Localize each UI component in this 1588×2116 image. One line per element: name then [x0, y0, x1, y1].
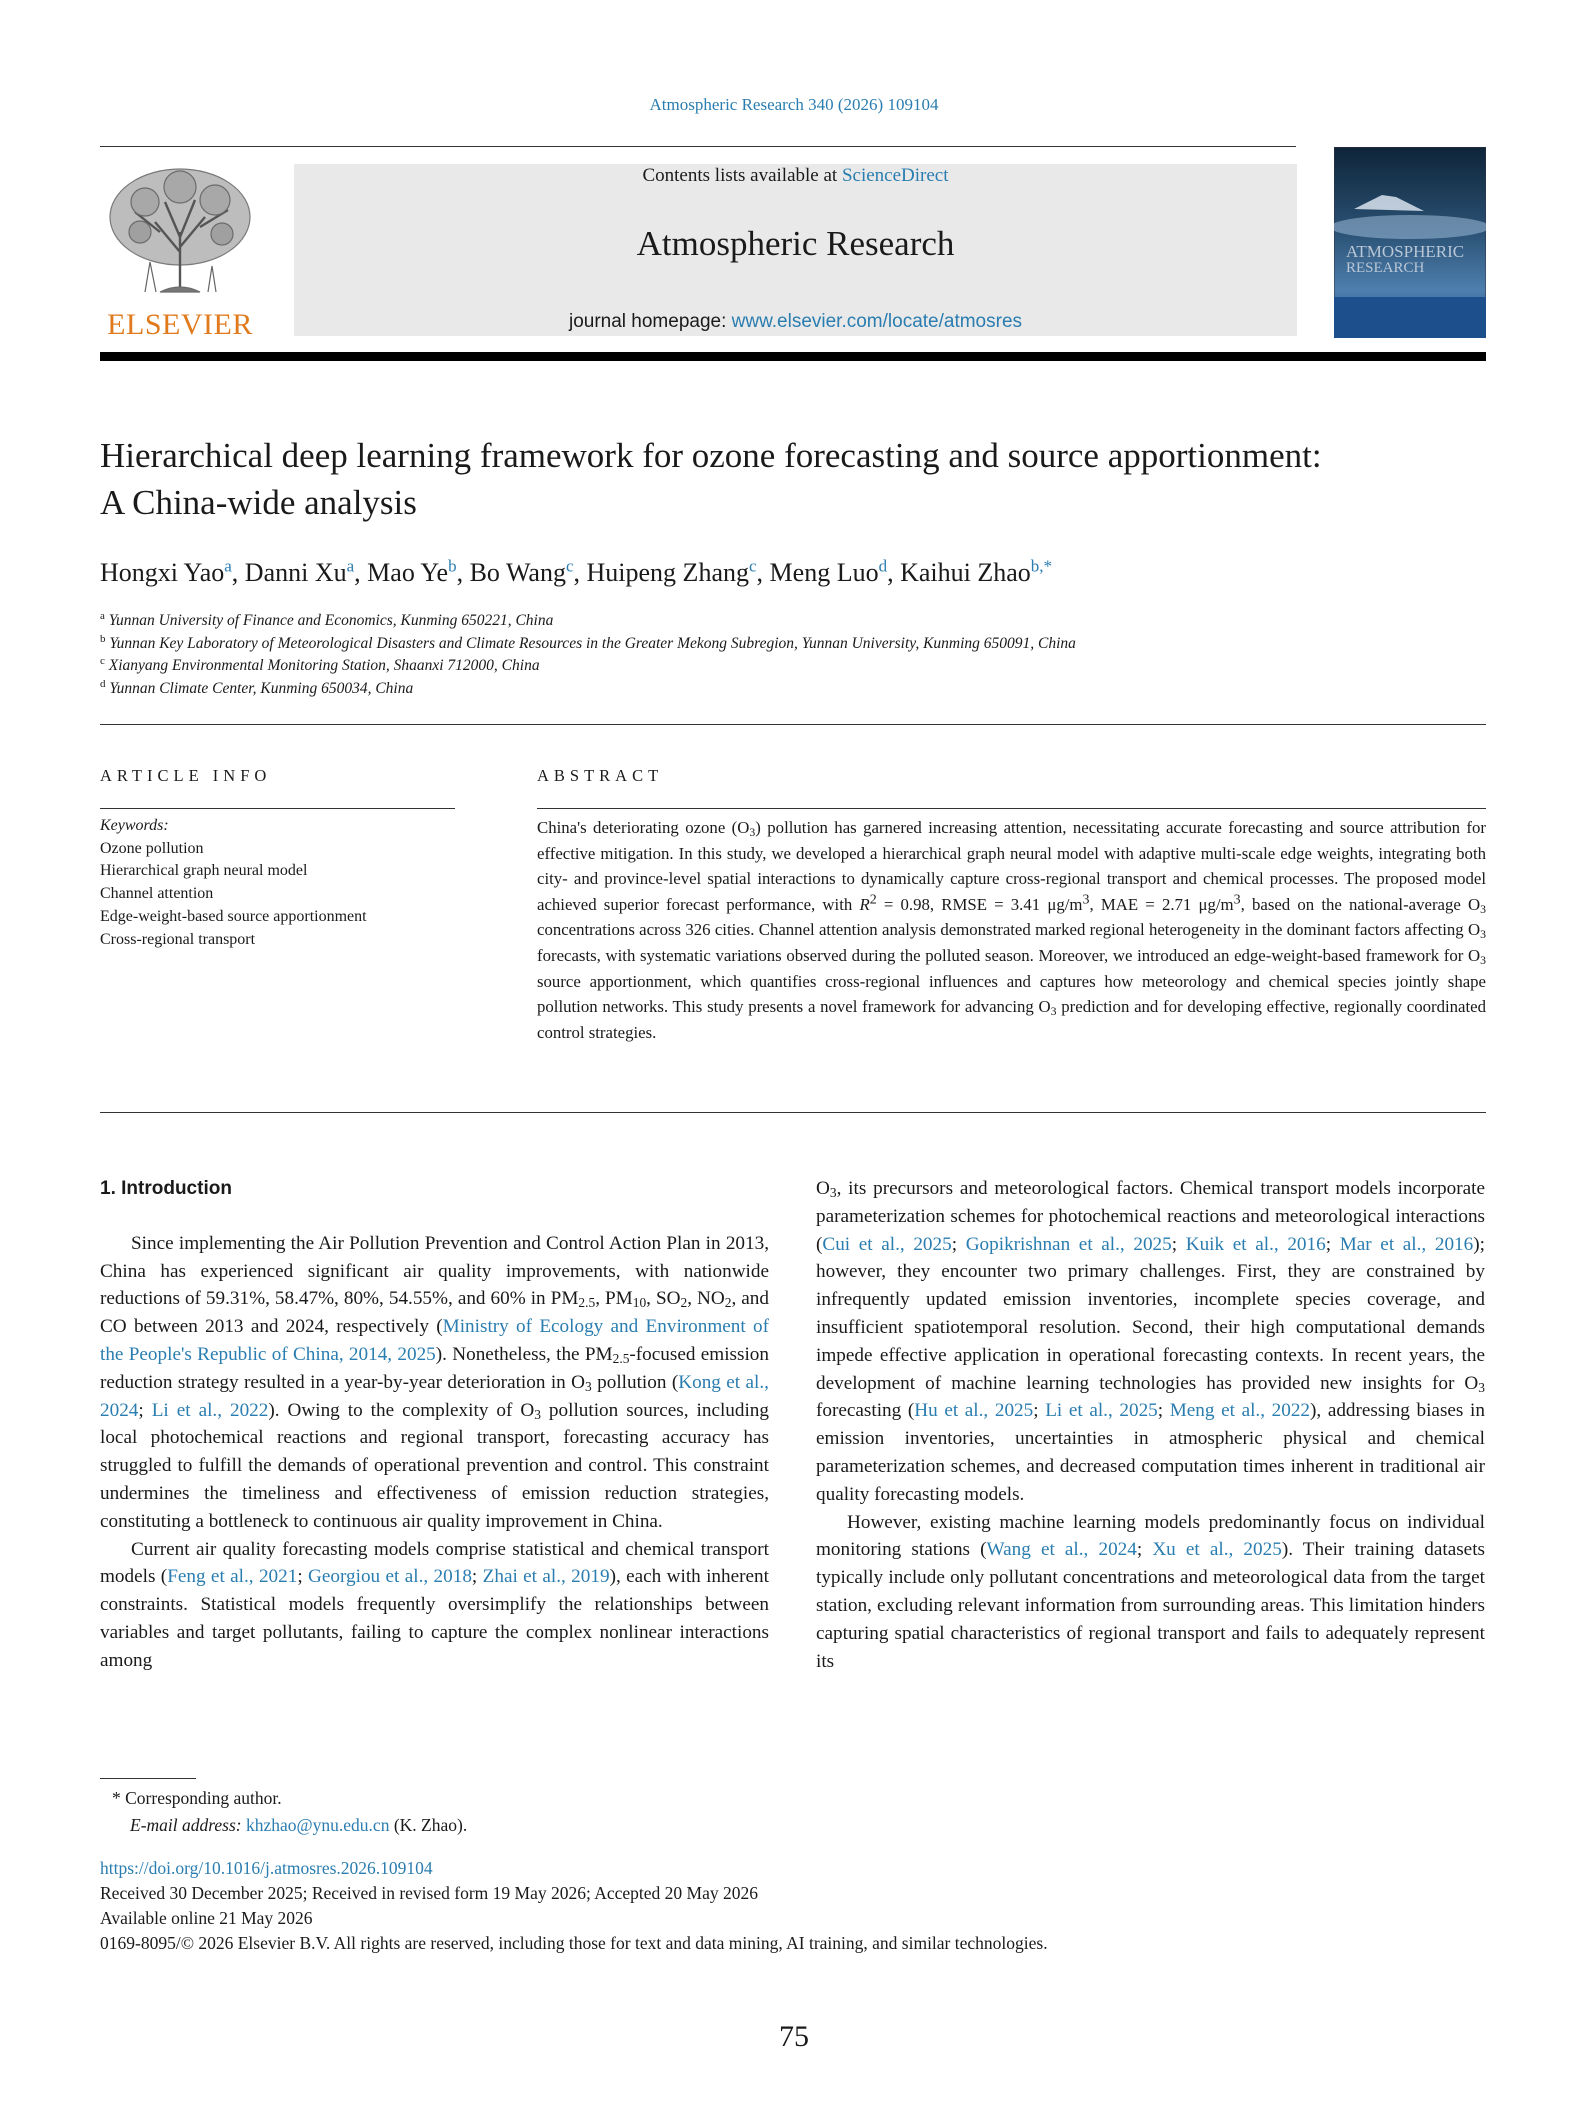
- citation-link[interactable]: Kong et al., 2024: [100, 1371, 769, 1421]
- abstract-heading: ABSTRACT: [537, 766, 664, 785]
- article-info-heading: ARTICLE INFO: [100, 766, 272, 785]
- body-paragraph: Since implementing the Air Pollution Prevention and Control Action Plan in 2013, China has experienced significant air quality improvements, with nationwide reductions of 59.31%, 58.47%, 80%, 54.55%, and 60% in $PM_{2.5}$, $PM_{10}$, $SO_2$, $NO_2$, and CO between 2013 and 2024, respectively (Ministry of Ecology and Environment of the People's Republic of China, 2014, 2025). Nonetheless, the $PM_{2.5}$-focused emission reduction strategy resulted in a year-by-year deterioration in $O_3$ pollution (Kong et al., 2024; Li et al., 2022). Owing to the complexity of $O_3$ pollution sources, including local photochemical reactions and regional transport, forecasting accuracy has struggled to fulfill the demands of operational prevention and control. This constraint undermines the timeliness and effectiveness of emission reduction strategies, constituting a bottleneck to continuous air quality improvement in China.: [100, 1232, 769, 1532]
- abstract-text: China's deteriorating ozone $(O_3)$ pollution has garnered increasing attention, necessitating accurate forecasting and source attribution for effective mitigation. In this study, we developed a hierarchical graph neural model with adaptive multi-scale edge weights, integrating both city- and province-level spatial interactions to dynamically capture cross-regional transport and chemical processes. The proposed model achieved superior forecast performance, with $R^2 = 0.98$, RMSE = 3.41 $\mu g/m^3$, MAE = 2.71 $\mu g/m^3$, based on the national-average $O_3$ concentrations across 326 cities. Channel attention analysis demonstrated marked regional heterogeneity in the dominant factors affecting $O_3$ forecasts, with systematic variations observed during the polluted season. Moreover, we introduced an edge-weight-based framework for $O_3$ source apportionment, which quantifies cross-regional influences and captures how meteorology and chemical species jointly shape pollution networks. This study presents a novel framework for advancing $O_3$ prediction and for developing effective, regionally coordinated control strategies.: [537, 818, 1487, 1042]
- affiliation-item: $^c$ Xianyang Environmental Monitoring Station, Shaanxi 712000, China: [100, 654, 540, 674]
- author-affil-ref[interactable]: d: [878, 556, 888, 576]
- sciencedirect-link[interactable]: ScienceDirect: [841, 165, 949, 186]
- corresponding-author-note: [100, 1785, 900, 1839]
- author-name: Hongxi Yao: [100, 558, 225, 587]
- keyword: Hierarchical graph neural model: [100, 862, 308, 880]
- article-title: Hierarchical deep learning framework for ozone forecasting and source apportionment: A China-wide analysis: [100, 436, 1322, 522]
- citation-link[interactable]: Mar et al., 2016: [1339, 1233, 1474, 1255]
- author-affil-ref[interactable]: a: [224, 556, 232, 576]
- keyword: Channel attention: [100, 885, 214, 903]
- journal-reference[interactable]: Atmospheric Research 340 (2026) 109104: [649, 95, 939, 114]
- contents-line: Contents lists available at ScienceDirect: [642, 165, 949, 186]
- citation-link[interactable]: Kuik et al., 2016: [1185, 1233, 1326, 1255]
- footnote-rule: [100, 1778, 196, 1779]
- citation-link[interactable]: Zhai et al., 2019: [482, 1566, 610, 1588]
- journal-name: Atmospheric Research: [636, 224, 955, 263]
- author-list: Hongxi Yao$^a$, Danni Xu$^a$, Mao Ye$^b$, Bo Wang$^c$, Huipeng Zhang$^c$, Meng Luo$^d$, Kaihui Zhao$^{b,*}$: [100, 556, 1053, 587]
- keywords-block: [100, 815, 455, 951]
- header-divider: [100, 146, 1296, 147]
- citation-link[interactable]: Gopikrishnan et al., 2025: [965, 1233, 1172, 1255]
- author-affil-ref[interactable]: b: [448, 556, 457, 576]
- divider: [100, 1112, 1486, 1113]
- author-name: Mao Ye: [367, 558, 449, 587]
- body-column-right: [816, 1175, 1485, 1675]
- body-paragraph: Current air quality forecasting models comprise statistical and chemical transport models (Feng et al., 2021; Georgiou et al., 2018; Zhai et al., 2019), each with inherent constraints. Statistical models frequently oversimplify the relationships between variables and target pollutants, failing to capture the complex nonlinear interactions among: [100, 1538, 769, 1671]
- body-column-left: [100, 1175, 769, 1675]
- citation-link[interactable]: Cui et al., 2025: [822, 1233, 952, 1255]
- author-name: Huipeng Zhang: [586, 558, 749, 587]
- author-affil-ref[interactable]: c: [748, 556, 757, 576]
- page-number: 75: [779, 2020, 809, 2053]
- journal-cover-thumbnail[interactable]: [1334, 147, 1486, 338]
- abstract-rule: [537, 808, 1486, 809]
- doi-link[interactable]: https://doi.org/10.1016/j.atmosres.2026.109104: [100, 1858, 433, 1878]
- received-dates: Received 30 December 2025; Received in revised form 19 May 2026; Accepted 20 May 2026: [100, 1883, 759, 1903]
- cover-title-1: ATMOSPHERIC: [1346, 242, 1465, 261]
- keyword: Ozone pollution: [100, 839, 204, 857]
- citation-link[interactable]: Georgiou et al., 2018: [308, 1566, 472, 1588]
- corresponding-label: * Corresponding author.: [112, 1788, 282, 1808]
- affiliations: [100, 610, 1486, 700]
- keyword: Edge-weight-based source apportionment: [100, 907, 367, 925]
- divider: [100, 724, 1486, 725]
- journal-homepage: journal homepage: www.elsevier.com/locate/atmosres: [568, 311, 1023, 332]
- keyword: Cross-regional transport: [100, 930, 256, 948]
- publication-info: [100, 1856, 1486, 1956]
- author-affil-ref[interactable]: c: [565, 556, 574, 576]
- citation-link[interactable]: Xu et al., 2025: [1152, 1539, 1282, 1561]
- citation-link[interactable]: Feng et al., 2021: [167, 1566, 298, 1588]
- masthead-thick-rule: [100, 352, 1486, 361]
- author-name: Bo Wang: [469, 558, 566, 587]
- elsevier-wordmark: ELSEVIER: [107, 308, 253, 341]
- copyright-notice: 0169-8095/© 2026 Elsevier B.V. All rights are reserved, including those for text and data mining, AI training, and similar technologies.: [100, 1933, 1048, 1953]
- citation-link[interactable]: Meng et al., 2022: [1169, 1400, 1311, 1422]
- email-link[interactable]: khzhao@ynu.edu.cn: [246, 1815, 390, 1835]
- body-paragraph: $O_3$, its precursors and meteorological factors. Chemical transport models incorporate parameterization schemes for photochemical reactions and meteorological interactions (Cui et al., 2025; Gopikrishnan et al., 2025; Kuik et al., 2016; Mar et al., 2016); however, they encounter two primary challenges. First, they are constrained by infrequently updated emission inventories, incomplete species coverage, and insufficient spatiotemporal resolution. Second, their high computational demands impede effective application in operational forecasting contexts. In recent years, the development of machine learning technologies has provided new insights for $O_3$ forecasting (Hu et al., 2025; Li et al., 2025; Meng et al., 2022), addressing biases in emission inventories, uncertainties in atmospheric physical and chemical parameterization schemes, and decreased computation times inherent in traditional air quality forecasting models.: [816, 1178, 1485, 1505]
- citation-link[interactable]: Li et al., 2022: [151, 1399, 269, 1421]
- author-affil-ref[interactable]: b,*: [1030, 556, 1053, 576]
- article-info-rule: [100, 808, 455, 809]
- available-online: Available online 21 May 2026: [100, 1908, 313, 1928]
- author-affil-ref[interactable]: a: [346, 556, 355, 576]
- citation-link[interactable]: Ministry of Ecology and Environment of the People's Republic of China, 2014, 2025: [100, 1316, 769, 1365]
- author-name: Danni Xu: [244, 558, 347, 587]
- affiliation-item: $^a$ Yunnan University of Finance and Economics, Kunming 650221, China: [100, 609, 554, 629]
- body-paragraph: However, existing machine learning models predominantly focus on individual monitoring stations (Wang et al., 2024; Xu et al., 2025). Their training datasets typically include only pollutant concentrations and meteorological data from the target station, excluding relevant information from surrounding areas. This limitation hinders capturing spatial characteristics of regional transport and fails to adequately represent its: [816, 1511, 1485, 1672]
- homepage-link[interactable]: www.elsevier.com/locate/atmosres: [731, 311, 1023, 332]
- cover-title-2: RESEARCH: [1346, 260, 1425, 276]
- email-line: E-mail address: khzhao@ynu.edu.cn (K. Zhao).: [130, 1815, 468, 1835]
- keywords-label: Keywords:: [100, 817, 169, 834]
- citation-link[interactable]: Li et al., 2025: [1045, 1400, 1158, 1422]
- citation-link[interactable]: Wang et al., 2024: [986, 1539, 1137, 1561]
- section-heading: 1. Introduction: [100, 1178, 232, 1199]
- affiliation-item: $^d$ Yunnan Climate Center, Kunming 650034, China: [100, 677, 414, 697]
- citation-link[interactable]: Hu et al., 2025: [914, 1400, 1034, 1422]
- affiliation-item: $^b$ Yunnan Key Laboratory of Meteorological Disasters and Climate Resources in the Greater Mekong Subregion, Yunnan University, Kunming 650091, China: [100, 632, 1076, 652]
- author-name: Meng Luo: [769, 558, 879, 587]
- author-name: Kaihui Zhao: [900, 558, 1031, 587]
